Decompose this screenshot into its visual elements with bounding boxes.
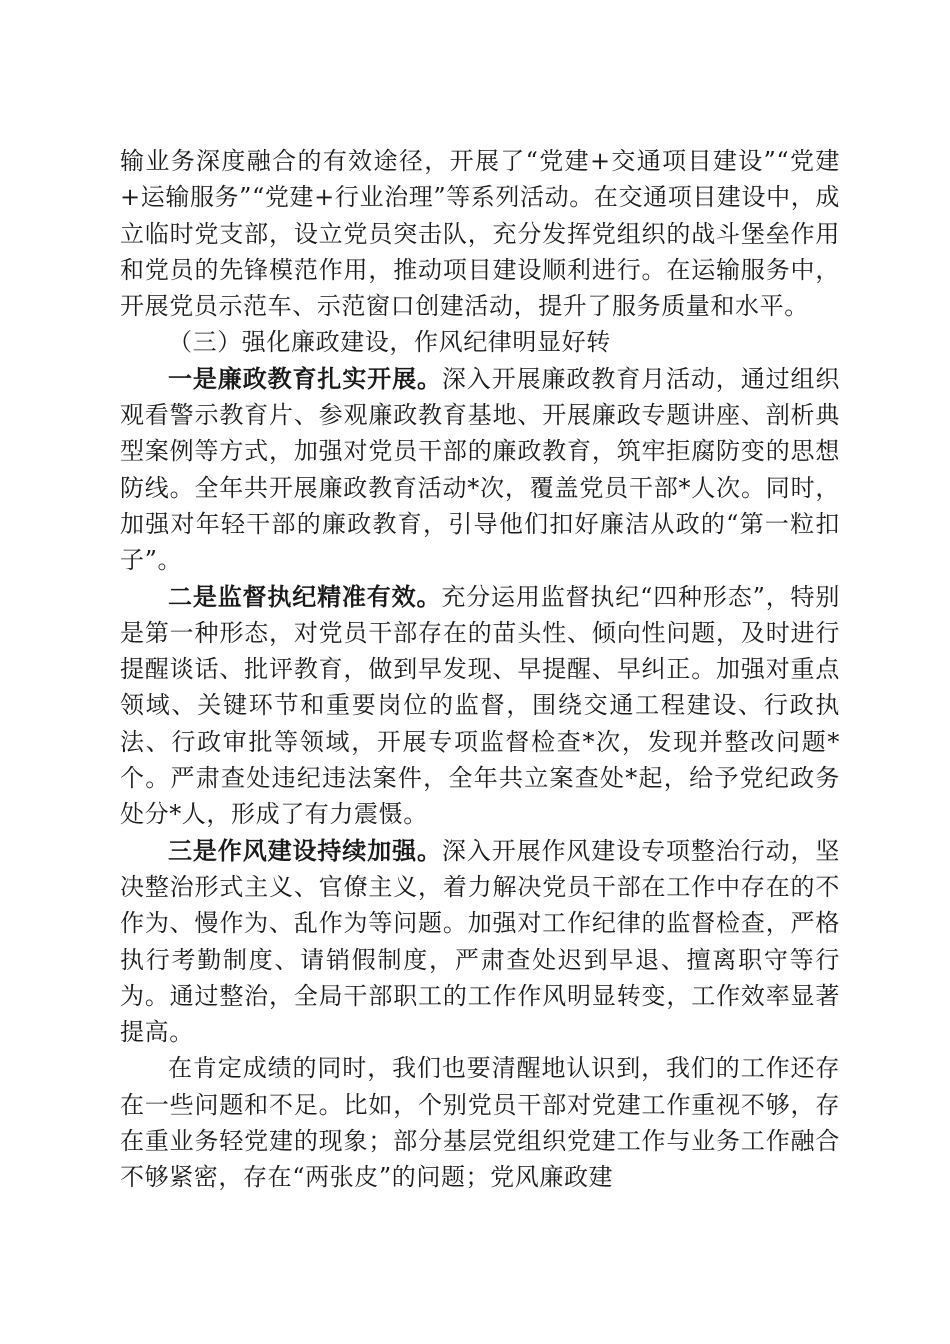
point-lead-3: 三是作风建设持续加强。 [168,835,442,865]
closing-paragraph: 在肯定成绩的同时，我们也要清醒地认识到，我们的工作还存在一些问题和不足。比如，个别党员干部对党建工作重视不够，存在重业务轻党建的现象；部分基层党组织党建工作与业务工作融合不够紧密，存在“两张皮”的问题；党风廉政建 [120,1054,840,1192]
point-body-3: 深入开展作风建设专项整治行动，坚决整治形式主义、官僚主义，着力解决党员干部在工作中存在的不作为、慢作为、乱作为等问题。加强对工作纪律的监督检查，严格执行考勤制度、请销假制度，严肃查处迟到早退、擅离职守等行为。通过整治，全局干部职工的工作作风明显转变，工作效率显著提高。 [120,836,840,1047]
section-heading: （三）强化廉政建设，作风纪律明显好转 [168,328,611,357]
point-body-2: 充分运用监督执纪“四种形态”，特别是第一种形态，对党员干部存在的苗头性、倾向性问题，及时进行提醒谈话、批评教育，做到早发现、早提醒、早纠正。加强对重点领域、关键环节和重要岗位的监督，围绕交通工程建设、行政执法、行政审批等领域，开展专项监督检查*次，发现并整改问题*个。严肃查处违纪违法案件，全年共立案查处*起，给予党纪政务处分*人，形成了有力震慑。 [120,582,840,829]
intro-paragraph: 输业务深度融合的有效途径，开展了“党建+交通项目建设”“党建+运输服务”“党建+行业治理”等系列活动。在交通项目建设中，成立临时党支部，设立党员突击队，充分发挥党组织的战斗堡垒作用和党员的先锋模范作用，推动项目建设顺利进行。在运输服务中，开展党员示范车、示范窗口创建活动，提升了服务质量和水平。 [120,147,840,321]
point-lead-2: 二是监督执纪精准有效。 [168,581,442,611]
document-body [120,143,840,1196]
point-paragraph-2 [120,579,840,833]
point-paragraph-1 [120,361,840,579]
point-paragraph-3 [120,833,840,1051]
point-body-1: 深入开展廉政教育月活动，通过组织观看警示教育片、参观廉政教育基地、开展廉政专题讲座、剖析典型案例等方式，加强对党员干部的廉政教育，筑牢拒腐防变的思想防线。全年共开展廉政教育活动*次，覆盖党员干部*人次。同时，加强对年轻干部的廉政教育，引导他们扣好廉洁从政的“第一粒扣子”。 [120,364,840,575]
point-lead-1: 一是廉政教育扎实开展。 [168,363,442,393]
